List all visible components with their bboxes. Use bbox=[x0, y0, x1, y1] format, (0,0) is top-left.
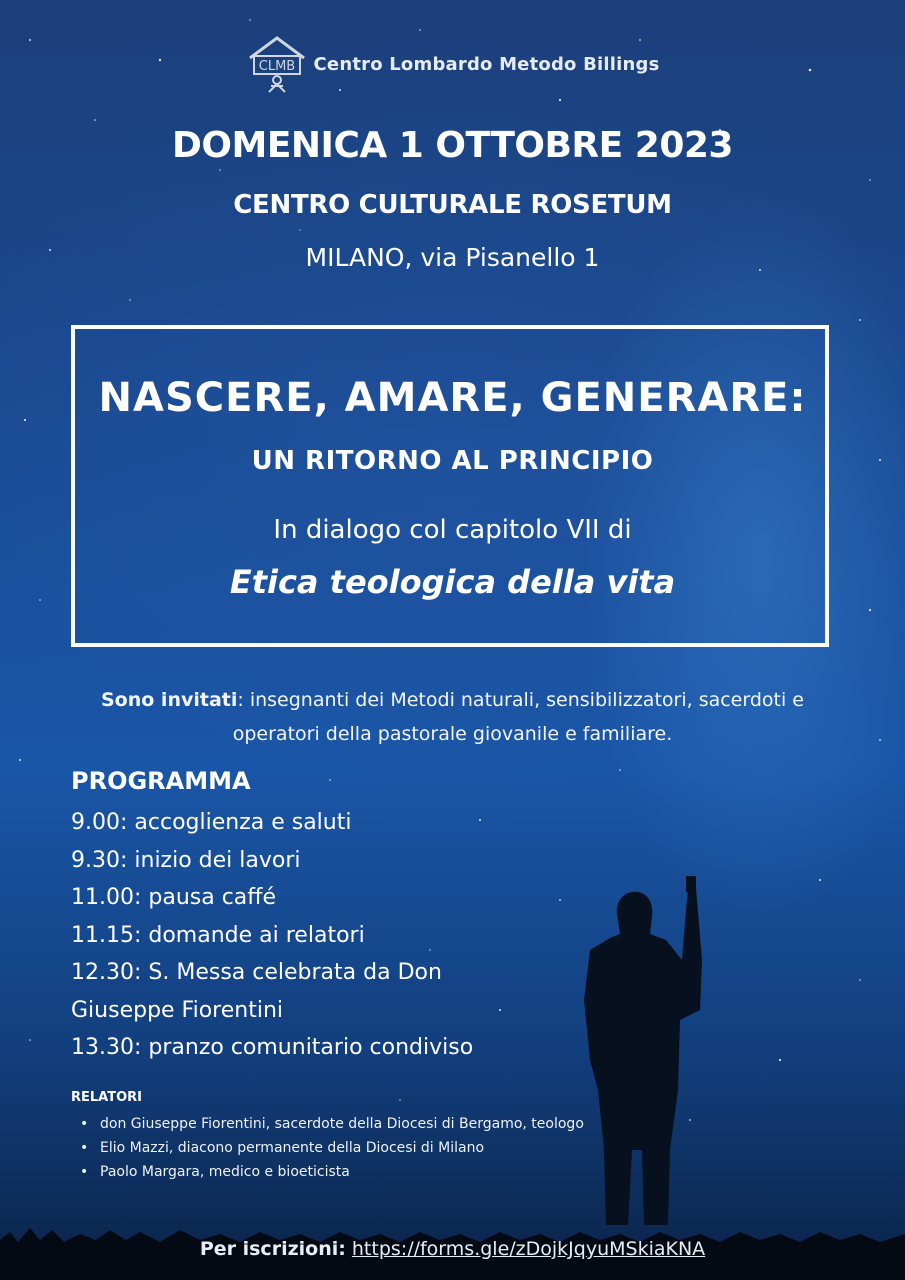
invited-label: Sono invitati bbox=[101, 689, 238, 711]
relatori-item-text: Paolo Margara, medico e bioeticista bbox=[100, 1164, 350, 1180]
invited-body: : insegnanti dei Metodi naturali, sensibilizzatori, sacerdoti e operatori della pastorale giovanile e familiare. bbox=[232, 689, 804, 745]
event-city: MILANO, via Pisanello 1 bbox=[305, 243, 600, 272]
relatori-item bbox=[80, 1160, 584, 1184]
relatori-item-text: Elio Mazzi, diacono permanente della Diocesi di Milano bbox=[100, 1140, 485, 1156]
signup-label: Per iscrizioni: bbox=[199, 1238, 346, 1260]
relatori-title: RELATORI bbox=[71, 1090, 142, 1105]
footer bbox=[0, 1238, 905, 1260]
svg-text:CLMB: CLMB bbox=[258, 59, 295, 74]
event-date: DOMENICA 1 OTTOBRE 2023 bbox=[172, 125, 733, 166]
logo bbox=[246, 34, 660, 94]
book-title: Etica teologica della vita bbox=[229, 563, 676, 601]
signup-link[interactable]: https://forms.gle/zDojkJqyuMSkiaKNA bbox=[351, 1238, 706, 1260]
relatori-item bbox=[80, 1136, 584, 1160]
dialog-line: In dialogo col capitolo VII di bbox=[273, 515, 632, 545]
clmb-logo-icon bbox=[246, 34, 308, 94]
org-name: Centro Lombardo Metodo Billings bbox=[313, 53, 660, 75]
main-subtitle: UN RITORNO AL PRINCIPIO bbox=[251, 446, 654, 476]
programma-item: 13.30: pranzo comunitario condiviso bbox=[71, 1035, 474, 1060]
main-title: NASCERE, AMARE, GENERARE: bbox=[98, 375, 807, 421]
programma-title: PROGRAMMA bbox=[71, 767, 251, 795]
programma-item: 9.00: accoglienza e saluti bbox=[71, 810, 352, 835]
programma-item: 9.30: inizio dei lavori bbox=[71, 847, 301, 873]
person-with-flashlight-silhouette bbox=[570, 850, 740, 1230]
relatori-item bbox=[80, 1112, 584, 1136]
event-venue: CENTRO CULTURALE ROSETUM bbox=[233, 190, 672, 220]
relatori-list bbox=[80, 1112, 584, 1184]
header bbox=[0, 34, 905, 94]
programma-item: 12.30: S. Messa celebrata da Don bbox=[71, 960, 442, 985]
invited-text bbox=[60, 683, 845, 751]
programma-list bbox=[71, 804, 473, 1067]
relatori-item-text: don Giuseppe Fiorentini, sacerdote della Diocesi di Bergamo, teologo bbox=[100, 1116, 584, 1132]
programma-item: Giuseppe Fiorentini bbox=[71, 997, 284, 1023]
programma-item: 11.00: pausa caffé bbox=[71, 885, 276, 910]
programma-item: 11.15: domande ai relatori bbox=[71, 922, 365, 948]
